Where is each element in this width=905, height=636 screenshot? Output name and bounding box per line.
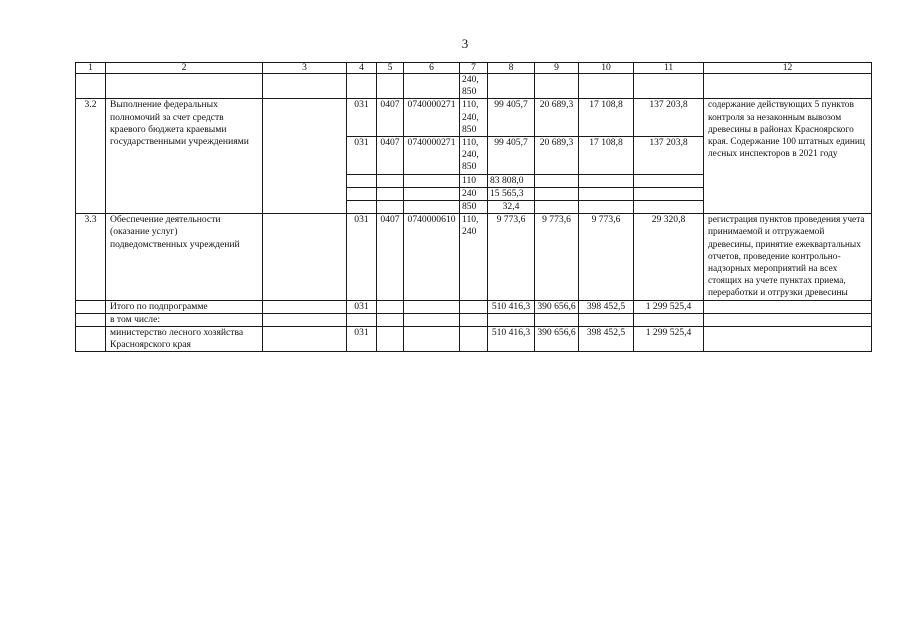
header-cell: 9 [535, 63, 579, 74]
grbs-code: 031 [347, 99, 377, 137]
subtotal-row [76, 300, 872, 313]
page-number: 3 [461, 36, 469, 51]
csr-code: 0740000271 [404, 137, 460, 175]
header-cell: 12 [704, 63, 872, 74]
budget-table [75, 62, 872, 352]
including-row [76, 313, 872, 326]
measure-name: Обеспечение деятельности (оказание услуг) подведомственных учреждений [106, 214, 263, 300]
rzpr-code: 0407 [377, 99, 404, 137]
empty-cell [263, 99, 347, 214]
header-cell: 1 [76, 63, 106, 74]
header-cell: 8 [488, 63, 535, 74]
vr-code: 110 [460, 174, 488, 187]
year-2-value: 20 689,3 [535, 99, 579, 137]
year-1-value: 83 808,0 [488, 174, 535, 187]
row-number: 3.2 [76, 99, 106, 214]
grbs-code: 031 [347, 300, 377, 313]
rzpr-code: 0407 [377, 137, 404, 175]
year-2-value: 9 773,6 [535, 214, 579, 300]
year-1-value: 15 565,3 [488, 187, 535, 200]
total-value: 1 299 525,4 [634, 300, 704, 313]
header-cell: 3 [263, 63, 347, 74]
year-3-value: 398 452,5 [579, 300, 634, 313]
header-cell: 2 [106, 63, 263, 74]
year-3-value: 17 108,8 [579, 137, 634, 175]
including-label: в том числе: [106, 313, 263, 326]
csr-code: 0740000271 [404, 99, 460, 137]
total-value: 137 203,8 [634, 99, 704, 137]
empty-cell [263, 214, 347, 300]
year-1-value: 99 405,7 [488, 137, 535, 175]
csr-code: 0740000610 [404, 214, 460, 300]
year-1-value: 9 773,6 [488, 214, 535, 300]
table-row-3-3 [76, 214, 872, 300]
header-cell: 11 [634, 63, 704, 74]
year-2-value: 390 656,6 [535, 300, 579, 313]
grbs-code: 031 [347, 214, 377, 300]
vr-code: 240 [460, 187, 488, 200]
vr-code: 110, 240, 850 [460, 137, 488, 175]
vr-code: 110, 240 [460, 214, 488, 300]
vr-code: 110, 240, 850 [460, 99, 488, 137]
year-1-value: 510 416,3 [488, 327, 535, 352]
rzpr-code: 0407 [377, 214, 404, 300]
expected-result: регистрация пунктов проведения учета принимаемой и отгружаемой древесины, принятие ежеквартальных отчетов, проведение контрольно-надзорных мероприятий на всех стоящих на учете пунктах приема, переработки и отгрузки древесины [704, 214, 872, 300]
table-row-3-2 [76, 99, 872, 137]
grbs-code: 031 [347, 327, 377, 352]
year-3-value: 17 108,8 [579, 99, 634, 137]
year-3-value: 9 773,6 [579, 214, 634, 300]
total-value: 29 320,8 [634, 214, 704, 300]
total-value: 1 299 525,4 [634, 327, 704, 352]
vr-code: 850 [460, 201, 488, 214]
expected-result: содержание действующих 5 пунктов контроля за незаконным вывозом древесины в районах Красноярского края. Содержание 100 штатных единиц лесных инспекторов в 2021 году [704, 99, 872, 214]
total-value: 137 203,8 [634, 137, 704, 175]
header-cell: 7 [460, 63, 488, 74]
vr-code: 240, 850 [460, 74, 488, 99]
header-cell: 6 [404, 63, 460, 74]
ministry-row [76, 327, 872, 352]
year-2-value: 390 656,6 [535, 327, 579, 352]
year-2-value: 20 689,3 [535, 137, 579, 175]
grbs-code: 031 [347, 137, 377, 175]
year-1-value: 510 416,3 [488, 300, 535, 313]
continuation-row [76, 74, 872, 99]
ministry-label: министерство лесного хозяйства Красноярского края [106, 327, 263, 352]
measure-name: Выполнение федеральных полномочий за счет средств краевого бюджета краевыми государственными учреждениями [106, 99, 263, 214]
subtotal-label: Итого по подпрограмме [106, 300, 263, 313]
header-row [76, 63, 872, 74]
header-cell: 10 [579, 63, 634, 74]
year-1-value: 99 405,7 [488, 99, 535, 137]
year-3-value: 398 452,5 [579, 327, 634, 352]
row-number: 3.3 [76, 214, 106, 300]
header-cell: 5 [377, 63, 404, 74]
year-1-value: 32,4 [488, 201, 535, 214]
header-cell: 4 [347, 63, 377, 74]
